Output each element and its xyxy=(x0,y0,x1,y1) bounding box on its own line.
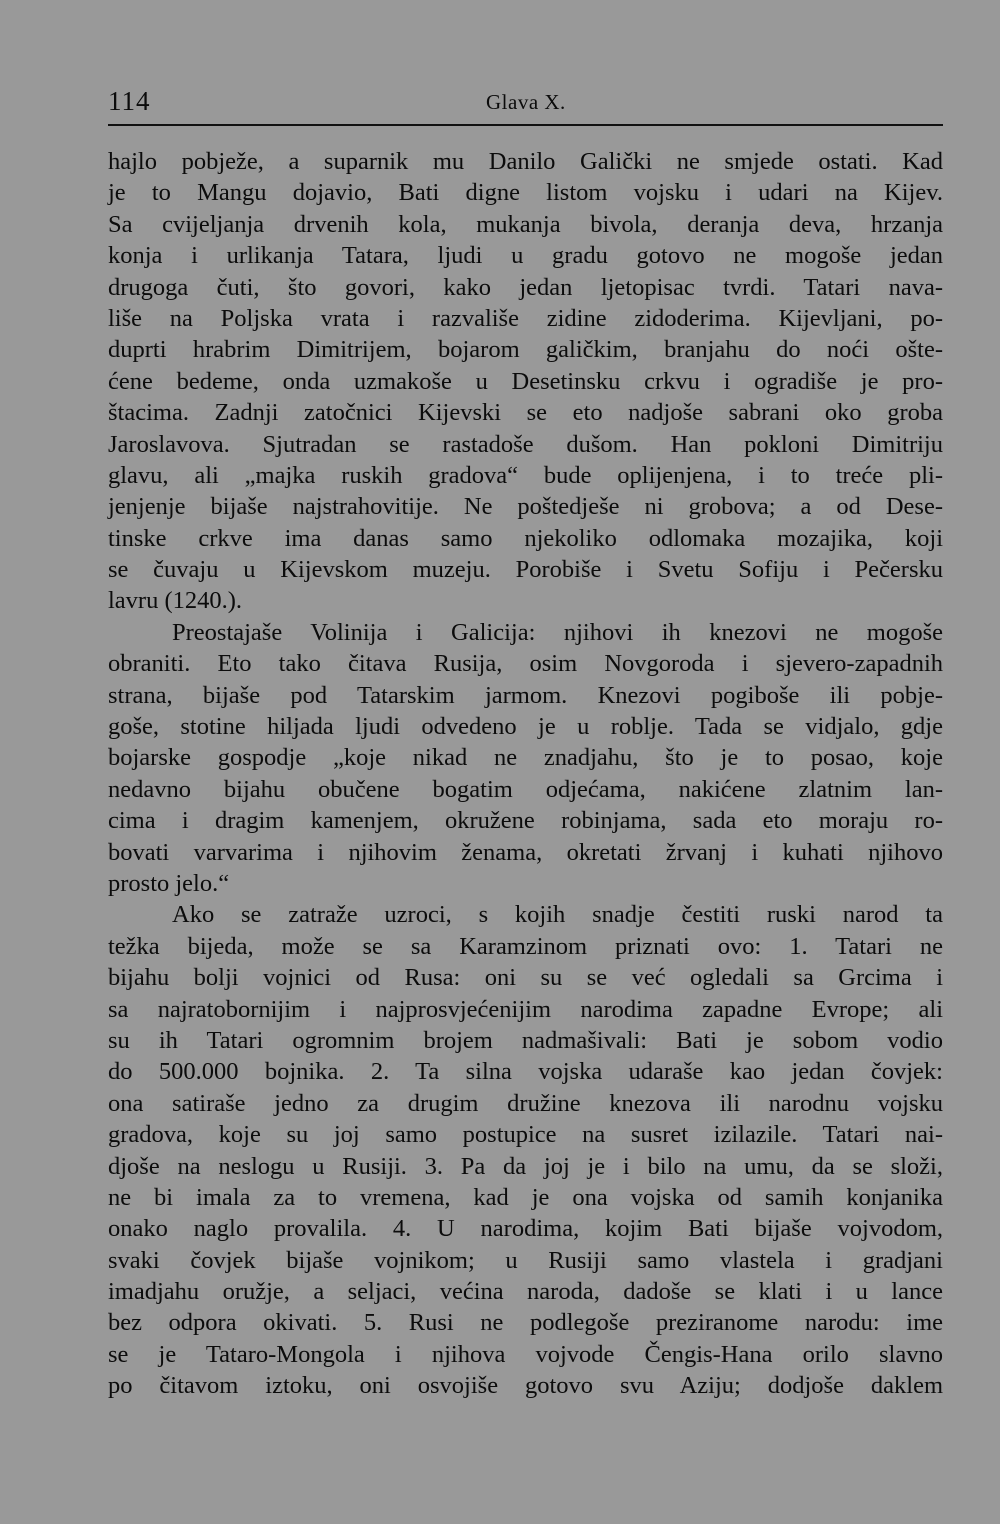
text-line: sa najratobornijim i najprosvjećenijim narodima zapadne Evrope; ali xyxy=(108,995,943,1023)
text-line: su ih Tatari ogromnim brojem nadmašivali: Bati je sobom vodio xyxy=(108,1026,943,1054)
text-line: Sa cvijeljanja drvenih kola, mukanja bivola, deranja deva, hrzanja xyxy=(108,210,943,238)
text-line: bez odpora okivati. 5. Rusi ne podlegoše preziranome narodu: ime xyxy=(108,1309,943,1337)
text-line: do 500.000 bojnika. 2. Ta silna vojska udaraše kao jedan čovjek: xyxy=(108,1058,943,1086)
text-line: goše, stotine hiljada ljudi odvedeno je u roblje. Tada se vidjalo, gdje xyxy=(108,713,943,741)
text-line: štacima. Zadnji zatočnici Kijevski se eto nadjoše sabrani oko groba xyxy=(108,399,943,427)
text-line: prosto jelo.“ xyxy=(108,869,230,897)
text-line: po čitavom iztoku, oni osvojiše gotovo svu Aziju; dodjoše daklem xyxy=(108,1372,943,1400)
text-line: liše na Poljska vrata i razvališe zidine zidoderima. Kijevljani, po- xyxy=(108,304,943,332)
text-line: hajlo pobježe, a suparnik mu Danilo Galički ne smjede ostati. Kad xyxy=(108,148,943,175)
text-line: glavu, ali „majka ruskih gradova“ bude oplijenjena, i to treće pli- xyxy=(108,461,943,489)
text-line: bovati varvarima i njihovim ženama, okretati žrvanj i kuhati njihovo xyxy=(108,838,943,866)
text-line: drugoga čuti, što govori, kako jedan ljetopisac tvrdi. Tatari nava- xyxy=(108,273,943,301)
text-line: duprti hrabrim Dimitrijem, bojarom galičkim, branjahu do noći ošte- xyxy=(108,336,943,364)
text-line: lavru (1240.). xyxy=(108,587,243,615)
text-line: bojarske gospodje „koje nikad ne znadjahu, što je to posao, koje xyxy=(108,744,943,772)
page-number: 114 xyxy=(108,86,151,116)
text-line: bijahu bolji vojnici od Rusa: oni su se već ogledali sa Grcima i xyxy=(108,964,943,992)
text-line: Preostajaše Volinija i Galicija: njihovi ih knezovi ne mogoše xyxy=(172,618,943,646)
text-line: se je Tataro-Mongola i njihova vojvode Čengis-Hana orilo slavno xyxy=(108,1340,943,1368)
text-line: gradova, koje su joj samo postupice na susret izilazile. Tatari nai- xyxy=(108,1121,943,1149)
text-line: djoše na neslogu u Rusiji. 3. Pa da joj je i bilo na umu, da se složi, xyxy=(108,1152,943,1180)
text-line: tinske crkve ima danas samo njekoliko odlomaka mozajika, koji xyxy=(108,524,943,552)
text-line: težka bijeda, može se sa Karamzinom priznati ovo: 1. Tatari ne xyxy=(108,932,943,960)
text-line: nedavno bijahu obučene bogatim odjećama, nakićene zlatnim lan- xyxy=(108,775,943,803)
text-line: onako naglo provalila. 4. U narodima, kojim Bati bijaše vojvodom, xyxy=(108,1215,943,1243)
text-line: Ako se zatraže uzroci, s kojih snadje čestiti ruski narod ta xyxy=(172,901,943,929)
text-line: se čuvaju u Kijevskom muzeju. Porobiše i Svetu Sofiju i Pečersku xyxy=(108,556,943,584)
header-rule xyxy=(108,124,943,126)
text-line: ne bi imala za to vremena, kad je ona vojska od samih konjanika xyxy=(108,1183,943,1211)
page-header xyxy=(108,84,943,120)
body-text xyxy=(108,146,943,1402)
running-head: Glava X. xyxy=(486,90,566,114)
text-line: ćene bedeme, onda uzmakoše u Desetinsku crkvu i ogradiše je pro- xyxy=(108,367,943,395)
text-line: cima i dragim kamenjem, okružene robinjama, sada eto moraju ro- xyxy=(108,807,943,835)
text-line: je to Mangu dojavio, Bati digne listom vojsku i udari na Kijev. xyxy=(108,179,943,207)
text-line: jenjenje bijaše najstrahovitije. Ne poštedješe ni grobova; a od Dese- xyxy=(108,493,943,521)
text-line: ona satiraše jedno za drugim družine knezova ili narodnu vojsku xyxy=(108,1089,943,1117)
text-line: obraniti. Eto tako čitava Rusija, osim Novgoroda i sjevero-zapadnih xyxy=(108,650,943,678)
text-line: svaki čovjek bijaše vojnikom; u Rusiji samo vlastela i gradjani xyxy=(108,1246,943,1274)
text-line: imadjahu oružje, a seljaci, većina naroda, dadoše se klati i u lance xyxy=(108,1278,943,1306)
text-line: strana, bijaše pod Tatarskim jarmom. Knezovi pogiboše ili pobje- xyxy=(108,681,943,709)
text-line: Jaroslavova. Sjutradan se rastadoše dušom. Han pokloni Dimitriju xyxy=(108,430,943,458)
text-line: konja i urlikanja Tatara, ljudi u gradu gotovo ne mogoše jedan xyxy=(108,242,943,270)
